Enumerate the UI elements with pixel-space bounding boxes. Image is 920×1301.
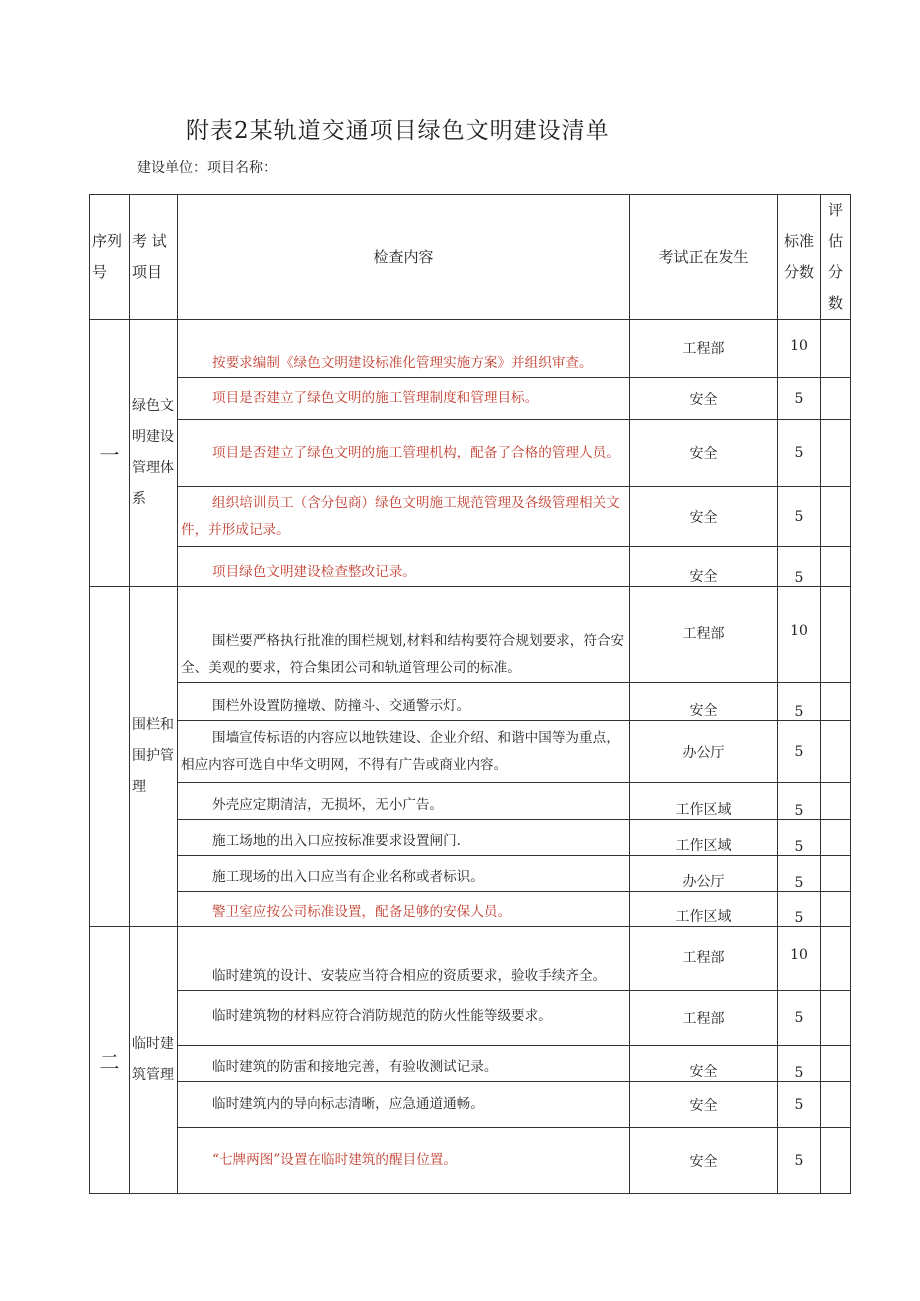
header-score: 标准分数 — [778, 195, 821, 320]
eval-cell — [821, 378, 851, 420]
eval-cell — [821, 856, 851, 892]
eval-cell — [821, 487, 851, 547]
dept-cell: 安全 — [630, 547, 778, 587]
check-item: 按要求编制《绿色文明建设标准化管理实施方案》并组织审查。 — [178, 320, 630, 378]
eval-cell — [821, 1082, 851, 1128]
header-eval: 评估分数 — [821, 195, 851, 320]
dept-cell: 工程部 — [630, 991, 778, 1046]
dept-cell: 工程部 — [630, 927, 778, 991]
score-cell: 5 — [778, 1046, 821, 1082]
check-item: 项目是否建立了绿色文明的施工管理制度和管理目标。 — [178, 378, 630, 420]
score-cell: 5 — [778, 1082, 821, 1128]
score-cell: 10 — [778, 320, 821, 378]
dept-cell: 安全 — [630, 420, 778, 487]
check-item: 临时建筑物的材料应符合消防规范的防火性能等级要求。 — [178, 991, 630, 1046]
eval-cell — [821, 1128, 851, 1194]
dept-cell: 安全 — [630, 1082, 778, 1128]
check-item: 警卫室应按公司标准设置，配备足够的安保人员。 — [178, 892, 630, 927]
dept-cell: 安全 — [630, 378, 778, 420]
check-item: 项目是否建立了绿色文明的施工管理机构，配备了合格的管理人员。 — [178, 420, 630, 487]
dept-cell: 安全 — [630, 487, 778, 547]
eval-cell — [821, 721, 851, 783]
check-item: “七牌两图”设置在临时建筑的醒目位置。 — [178, 1128, 630, 1194]
section-category: 绿色文明建设管理体系 — [130, 320, 178, 587]
score-cell: 5 — [778, 683, 821, 721]
dept-cell: 安全 — [630, 1046, 778, 1082]
eval-cell — [821, 820, 851, 856]
eval-cell — [821, 320, 851, 378]
section-seq: 二 — [90, 927, 130, 1194]
checklist-table — [89, 194, 851, 1194]
check-item: 围墙宣传标语的内容应以地铁建设、企业介绍、和谐中国等为重点，相应内容可选自中华文明网，不得有广告或商业内容。 — [178, 721, 630, 783]
score-cell: 5 — [778, 721, 821, 783]
score-cell: 10 — [778, 927, 821, 991]
score-cell: 10 — [778, 587, 821, 683]
eval-cell — [821, 683, 851, 721]
score-cell: 5 — [778, 487, 821, 547]
eval-cell — [821, 991, 851, 1046]
dept-cell: 工作区域 — [630, 892, 778, 927]
eval-cell — [821, 783, 851, 820]
section-category: 临时建筑管理 — [130, 927, 178, 1194]
document-title: 附表2某轨道交通项目绿色文明建设清单 — [186, 118, 610, 144]
header-dept: 考试正在发生 — [630, 195, 778, 320]
section-category: 围栏和围护管理 — [130, 587, 178, 927]
score-cell: 5 — [778, 420, 821, 487]
section-seq: 一 — [90, 320, 130, 587]
eval-cell — [821, 927, 851, 991]
dept-cell: 工作区域 — [630, 783, 778, 820]
dept-cell: 办公厅 — [630, 856, 778, 892]
document-subtitle: 建设单位：项目名称： — [137, 160, 277, 176]
dept-cell: 安全 — [630, 1128, 778, 1194]
dept-cell: 工作区域 — [630, 820, 778, 856]
score-cell: 5 — [778, 991, 821, 1046]
eval-cell — [821, 892, 851, 927]
section-seq — [90, 587, 130, 927]
check-item: 项目绿色文明建设检查整改记录。 — [178, 547, 630, 587]
check-item: 临时建筑的设计、安装应当符合相应的资质要求，验收手续齐全。 — [178, 927, 630, 991]
header-category: 考 试项目 — [130, 195, 178, 320]
eval-cell — [821, 1046, 851, 1082]
score-cell: 5 — [778, 820, 821, 856]
eval-cell — [821, 587, 851, 683]
check-item: 临时建筑内的导向标志清晰，应急通道通畅。 — [178, 1082, 630, 1128]
score-cell: 5 — [778, 783, 821, 820]
check-item: 施工场地的出入口应按标准要求设置闸门. — [178, 820, 630, 856]
score-cell: 5 — [778, 856, 821, 892]
score-cell: 5 — [778, 378, 821, 420]
eval-cell — [821, 547, 851, 587]
eval-cell — [821, 420, 851, 487]
dept-cell: 工程部 — [630, 587, 778, 683]
check-item: 临时建筑的防雷和接地完善，有验收测试记录。 — [178, 1046, 630, 1082]
check-item: 施工现场的出入口应当有企业名称或者标识。 — [178, 856, 630, 892]
score-cell: 5 — [778, 547, 821, 587]
check-item: 围栏外设置防撞墩、防撞斗、交通警示灯。 — [178, 683, 630, 721]
header-seq: 序列号 — [90, 195, 130, 320]
check-item: 外壳应定期清洁，无损坏，无小广告。 — [178, 783, 630, 820]
score-cell: 5 — [778, 1128, 821, 1194]
score-cell: 5 — [778, 892, 821, 927]
dept-cell: 安全 — [630, 683, 778, 721]
dept-cell: 工程部 — [630, 320, 778, 378]
check-item: 组织培训员工（含分包商）绿色文明施工规范管理及各级管理相关文件，并形成记录。 — [178, 487, 630, 547]
dept-cell: 办公厅 — [630, 721, 778, 783]
check-item: 围栏要严格执行批准的围栏规划,材料和结构要符合规划要求，符合安全、美观的要求，符合集团公司和轨道管理公司的标准。 — [178, 587, 630, 683]
header-content: 检查内容 — [178, 195, 630, 320]
